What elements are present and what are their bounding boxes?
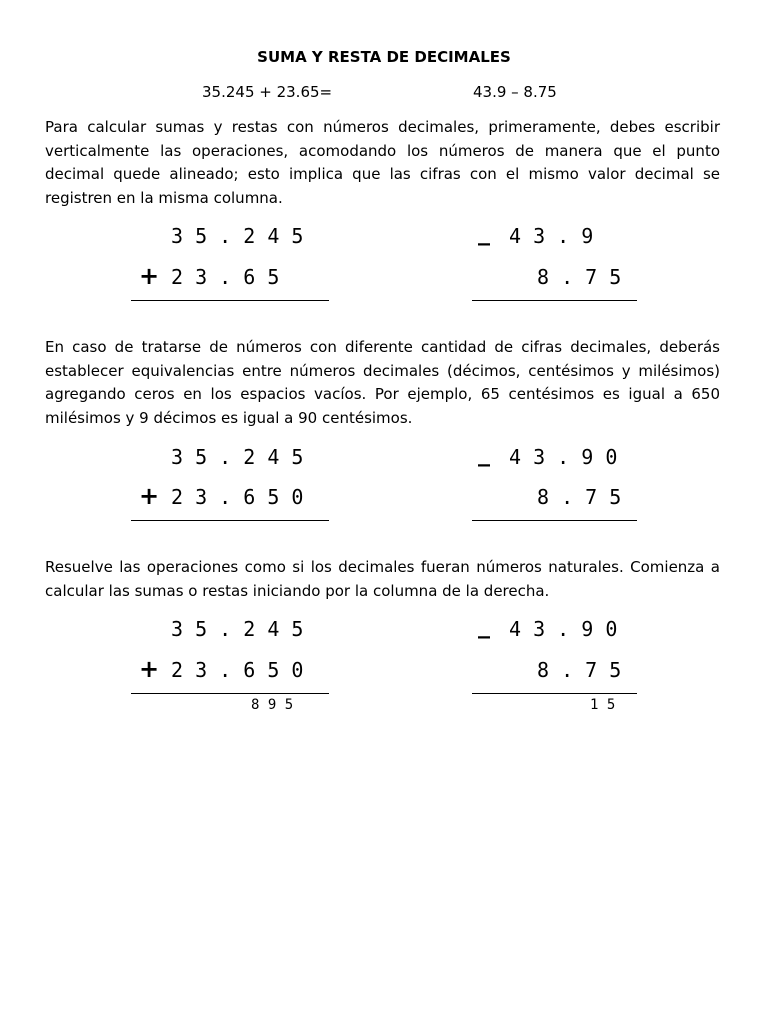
addend-bottom: 2 3 . 6 5 0 xyxy=(171,658,304,682)
partial-sum: 8 9 5 xyxy=(251,697,294,713)
sum-line xyxy=(131,520,329,521)
minus-sign: _ xyxy=(478,611,490,639)
minus-sign: _ xyxy=(478,218,490,246)
minuend: 4 3 . 9 0 xyxy=(509,617,618,641)
sum-line xyxy=(131,693,329,694)
page-title: SUMA Y RESTA DE DECIMALES xyxy=(257,48,511,66)
plus-sign: + xyxy=(139,482,160,510)
plus-sign: + xyxy=(139,262,160,290)
difference-line xyxy=(472,520,637,521)
addend-top: 3 5 . 2 4 5 xyxy=(171,445,304,469)
paragraph-solve: Resuelve las operaciones como si los decimales fueran números naturales. Comienza a calcular las sumas o restas iniciando por la columna de la derecha. xyxy=(45,558,720,600)
sum-line xyxy=(131,300,329,301)
difference-line xyxy=(472,693,637,694)
subtrahend: 8 . 7 5 xyxy=(537,485,622,509)
subtraction-expression: 43.9 – 8.75 xyxy=(473,83,557,101)
addend-bottom: 2 3 . 6 5 0 xyxy=(171,485,304,509)
difference-line xyxy=(472,300,637,301)
addend-bottom: 2 3 . 6 5 xyxy=(171,265,280,289)
subtrahend: 8 . 7 5 xyxy=(537,265,622,289)
addition-expression: 35.245 + 23.65= xyxy=(202,83,333,101)
minus-sign: _ xyxy=(478,439,490,467)
minuend: 4 3 . 9 0 xyxy=(509,445,618,469)
subtrahend: 8 . 7 5 xyxy=(537,658,622,682)
paragraph-equivalences: En caso de tratarse de números con diferente cantidad de cifras decimales, deberás establecer equivalencias entre números decimales (décimos, centésimos y milésimos) agregando ceros en los espacios vacíos. Por ejemplo, 65 centésimos es igual a 650 milésimos y 9 décimos es igual a 90 centésimos. xyxy=(45,338,720,427)
paragraph-align-decimals: Para calcular sumas y restas con números decimales, primeramente, debes escribir verticalmente las operaciones, acomodando los números de manera que el punto decimal quede alineado; esto implica que las cifras con el mismo valor decimal se registren en la misma columna. xyxy=(45,118,720,207)
addend-top: 3 5 . 2 4 5 xyxy=(171,617,304,641)
plus-sign: + xyxy=(139,655,160,683)
addend-top: 3 5 . 2 4 5 xyxy=(171,224,304,248)
partial-difference: 1 5 xyxy=(590,697,616,713)
minuend: 4 3 . 9 xyxy=(509,224,594,248)
